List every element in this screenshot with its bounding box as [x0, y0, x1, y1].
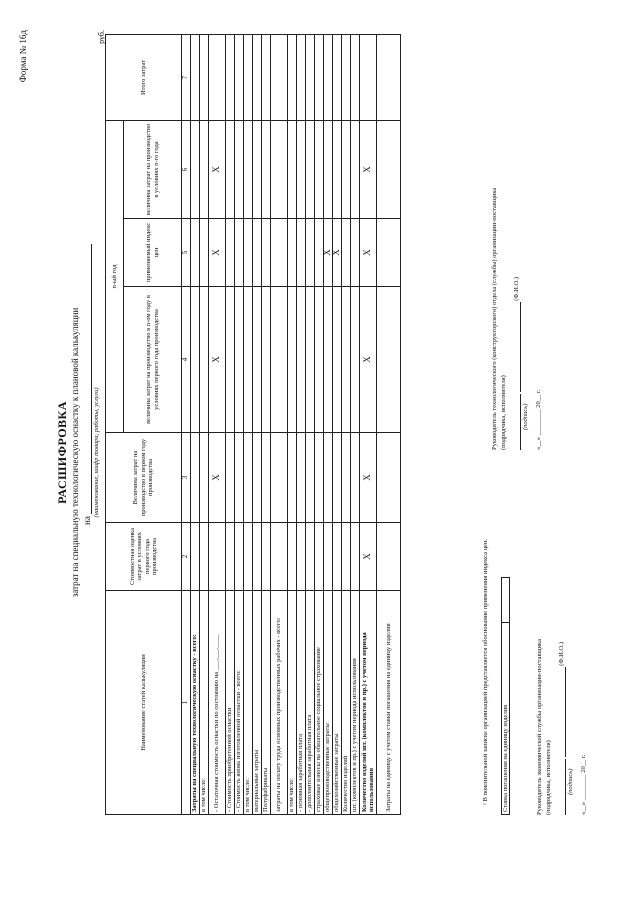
document-subtitle: затрат на специальную технологическую оснастку к плановой калькуляции: [70, 307, 80, 598]
repayment-rate-table: [493, 577, 510, 815]
table-row: общепроизводственные затраты Х: [324, 34, 333, 814]
table-row: Количество изделий шт. (комплектов и пр.) с учетом периода использования Х Х Х Х Х: [360, 34, 377, 814]
form-number: Форма № 16д: [18, 30, 28, 83]
table-row: общехозяйственные затраты Х: [333, 34, 342, 814]
col-num-3: 3: [182, 433, 191, 523]
table-row: - Стоимость приобретенной оснастки: [226, 34, 235, 814]
header-estimated-cost: Стоимостная оценка затрат в условиях первого года производства: [106, 523, 182, 591]
document-title: РАСШИФРОВКА: [55, 401, 69, 504]
na-label: на: [82, 516, 92, 525]
table-row: Полуфабрикаты: [262, 34, 271, 814]
header-col4: величина затрат на производство в n-ом году в условиях первого года производства: [124, 287, 182, 433]
table-row: Количество изделий: [342, 34, 351, 814]
table-row: Затраты на специальную технологическую оснастку - всего:: [191, 34, 200, 814]
table-row: Затраты на единицу с учетом ставки погашения на единицу изделия: [377, 34, 401, 814]
repayment-rate-label: Ставка погашения на единицу изделия: [502, 623, 510, 815]
col-num-1: 1: [182, 591, 191, 815]
header-total: Итого затрат: [106, 34, 182, 120]
table-row: в том числе:: [288, 34, 297, 814]
col-num-6: 6: [182, 120, 191, 218]
table-row: - дополнительная заработная плата: [306, 34, 315, 814]
header-first-year: Величина затрат на производство в первом году производства: [106, 433, 182, 523]
table-row: материальные затраты: [253, 34, 262, 814]
header-col5: применяемый индекс цен: [124, 219, 182, 287]
subject-hint: (наименование, шифр товара, работы, услуги): [93, 387, 100, 518]
table-row: в том числе:: [244, 34, 253, 814]
table-row: - основная заработная плата: [297, 34, 306, 814]
header-cost-items: Наименование статей калькуляции: [106, 591, 182, 815]
table-row: страховые взносы на обязательное социальное страхование: [315, 34, 324, 814]
col-num-4: 4: [182, 287, 191, 433]
table-row: - Остаточная стоимость оснастки по состоянию на ___.___.____ Х Х Х Х: [209, 34, 226, 814]
signature-block-right: Руководитель технологического (конструкторского) отдела (службы) организации-поставщика (подрядчика, исполнителя) (Ф.И.О.) (подпись) «__» ________ 20__ г.: [491, 187, 542, 450]
col-num-7: 7: [182, 34, 191, 120]
header-nth-year: n-ый год: [106, 120, 124, 432]
header-col6: величина затрат на производство в условиях n-го года: [124, 120, 182, 218]
signature-block-left: Руководитель экономической службы организации-поставщика (подрядчика, исполнителя) (Ф.И.О.) (подпись) «__» ________ 20__ г.: [536, 639, 587, 815]
footnote: ¹ В пояснительной записке организацией представляется обоснование применения индекса цен.: [482, 538, 489, 805]
col-num-2: 2: [182, 523, 191, 591]
table-row: в том числе:: [200, 34, 209, 814]
subject-line: [82, 225, 92, 525]
cost-table: [105, 34, 401, 815]
col-num-5: 5: [182, 219, 191, 287]
subject-blank: [82, 244, 92, 514]
currency-unit: руб.: [97, 30, 106, 44]
table-row: шт. (комплектов и пр.) с учетом периода использования: [351, 34, 360, 814]
table-row: - Стоимость вновь изготовленной оснастки - всего:: [235, 34, 244, 814]
table-row: затраты на оплату труда основных производственных рабочих - всего:: [271, 34, 288, 814]
